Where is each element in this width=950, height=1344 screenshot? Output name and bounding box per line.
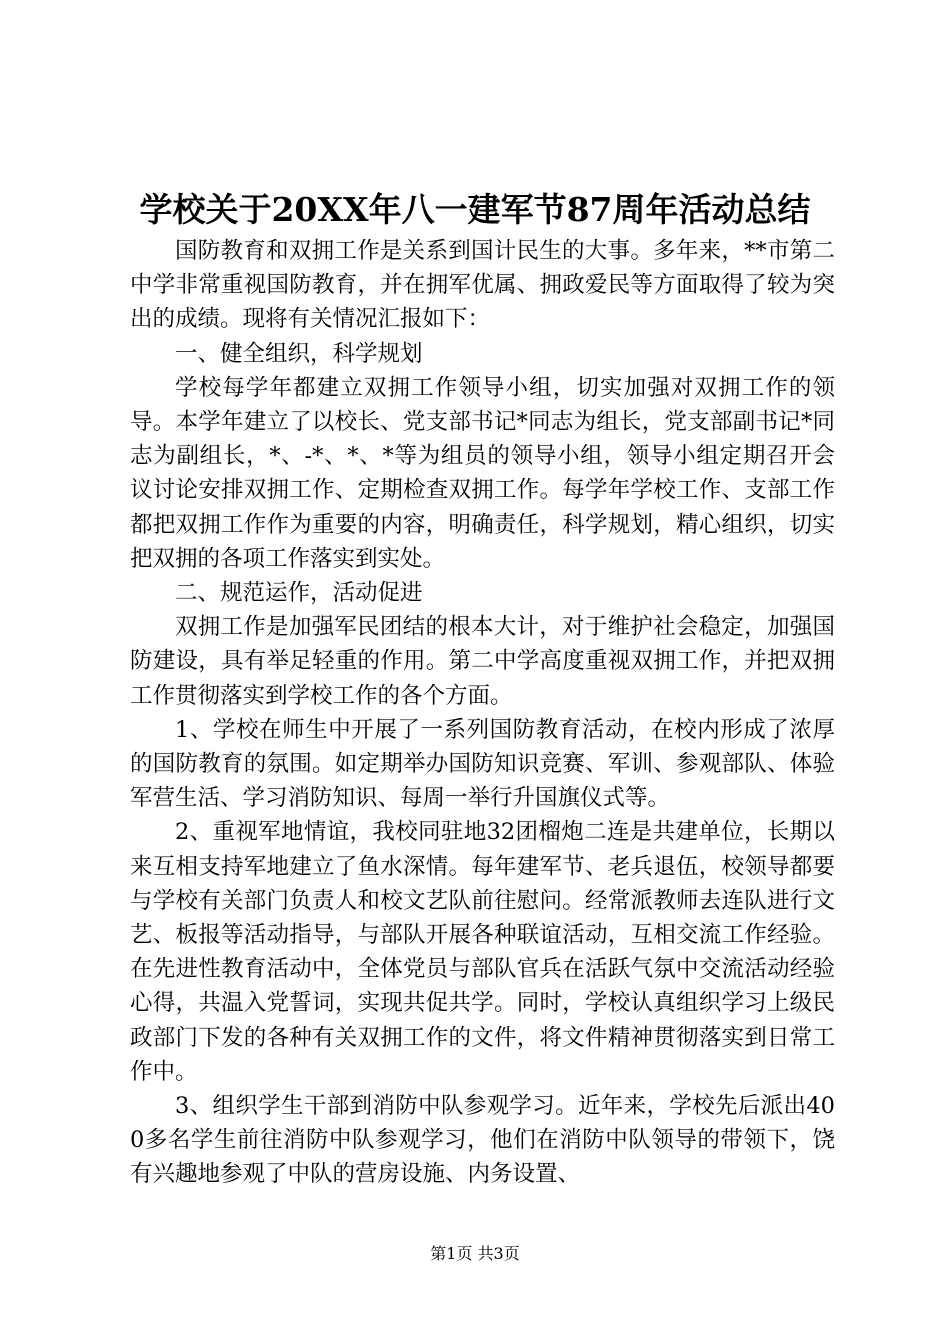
item-3-paragraph: 3、组织学生干部到消防中队参观学习。近年来，学校先后派出400多名学生前往消防中队参观学习，他们在消防中队领导的带领下，饶有兴趣地参观了中队的营房设施、内务设置、 (130, 1093, 835, 1188)
section-heading-1: 一、健全组织，科学规划 (175, 340, 423, 367)
section-heading-2: 二、规范运作，活动促进 (175, 580, 423, 607)
document-title: 学校关于20XX年八一建军节87周年活动总结 (139, 190, 811, 229)
document-body (130, 234, 835, 1192)
intro-paragraph: 国防教育和双拥工作是关系到国计民生的大事。多年来，**市第二中学非常重视国防教育，并在拥军优属、拥政爱民等方面取得了较为突出的成绩。现将有关情况汇报如下： (130, 238, 835, 333)
section-2-paragraph: 双拥工作是加强军民团结的根本大计，对于维护社会稳定，加强国防建设，具有举足轻重的作用。第二中学高度重视双拥工作，并把双拥工作贯彻落实到学校工作的各个方面。 (130, 614, 835, 709)
item-1-paragraph: 1、学校在师生中开展了一系列国防教育活动，在校内形成了浓厚的国防教育的氛围。如定期举办国防知识竞赛、军训、参观部队、体验军营生活、学习消防知识、每周一举行升国旗仪式等。 (130, 716, 835, 812)
item-2-paragraph: 2、重视军地情谊，我校同驻地32团榴炮二连是共建单位，长期以来互相支持军地建立了鱼水深情。每年建军节、老兵退伍，校领导都要与学校有关部门负责人和校文艺队前往慰问。经常派教师去连队进行文艺、板报等活动指导，与部队开展各种联谊活动，互相交流工作经验。在先进性教育活动中，全体党员与部队官兵在活跃气氛中交流活动经验心得，共温入党誓词，实现共促共学。同时，学校认真组织学习上级民政部门下发的各种有关双拥工作的文件，将文件精神贯彻落实到日常工作中。 (130, 819, 835, 1085)
section-1-paragraph: 学校每学年都建立双拥工作领导小组，切实加强对双拥工作的领导。本学年建立了以校长、党支部书记*同志为组长，党支部副书记*同志为副组长，*、-*、*、*等为组员的领导小组，领导小组定期召开会议讨论安排双拥工作、定期检查双拥工作。每学年学校工作、支部工作都把双拥工作作为重要的内容，明确责任，科学规划，精心组织，切实把双拥的各项工作落实到实处。 (130, 374, 835, 572)
page-footer: 第1页 共3页 (430, 1244, 520, 1263)
